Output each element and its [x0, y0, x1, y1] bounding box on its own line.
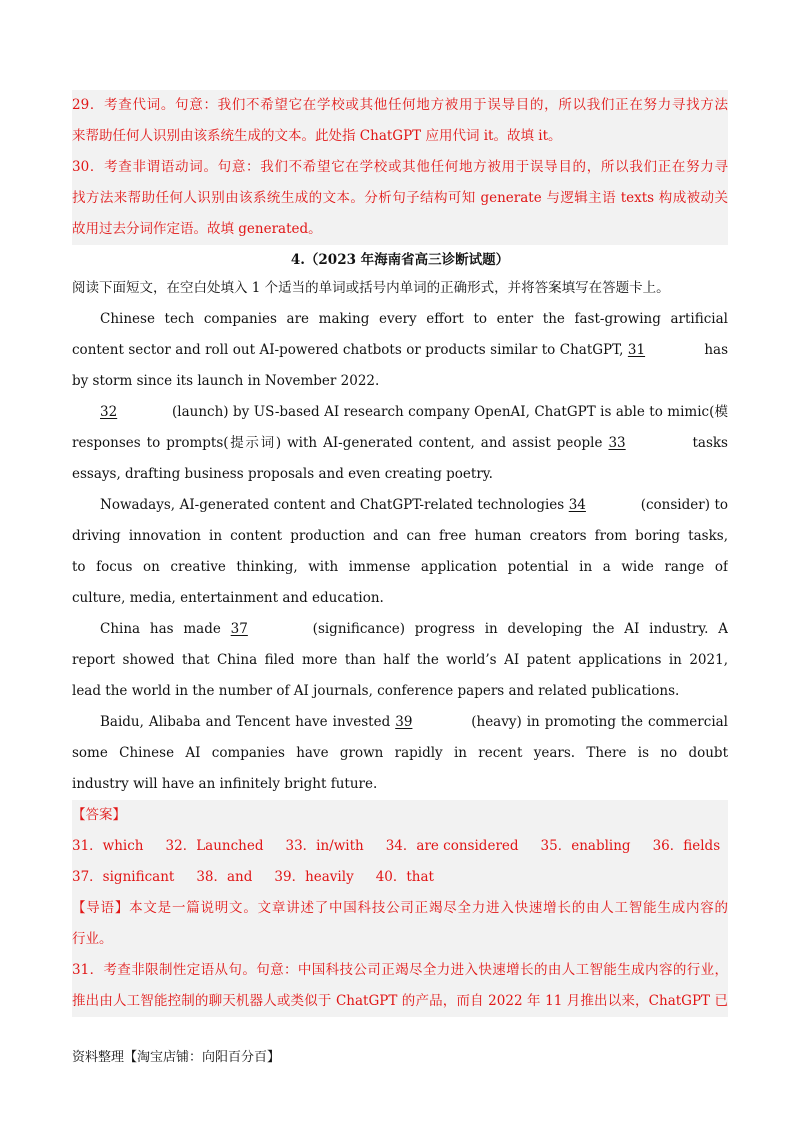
- passage-line: culture, media, entertainment and education.: [72, 590, 384, 606]
- explanation-line: 故用过去分词作定语。故填 generated。: [72, 221, 322, 237]
- answers-row-2: [72, 862, 728, 893]
- passage-line: by storm since its launch in November 2022.: [72, 373, 380, 389]
- passage-line: content sector and roll out AI-powered chatbots or products similar to ChatGPT, 31 has: [72, 335, 728, 366]
- passage-line: lead the world in the number of AI journals, conference papers and related publications.: [72, 683, 680, 699]
- explanation-line: 来帮助任何人识别由该系统生成的文本。此处指 ChatGPT 应用代词 it。故填 it。: [72, 128, 562, 144]
- passage-line: Nowadays, AI-generated content and ChatGPT-related technologies 34 (consider) to: [72, 490, 728, 521]
- passage-line: driving innovation in content production and can free human creators from boring tasks,: [72, 528, 728, 544]
- explanation-line: 推出由人工智能控制的聊天机器人或类似于 ChatGPT 的产品，而自 2022 年 11 月推出以来，ChatGPT 已: [72, 993, 728, 1009]
- explanation-line: 找方法来帮助任何人识别由该系统生成的文本。分析句子结构可知 generate 与逻辑主语 texts 构成被动关: [72, 190, 728, 206]
- passage-line: some Chinese AI companies have grown rapidly in recent years. There is no doubt: [72, 745, 728, 761]
- passage-line: to focus on creative thinking, with immense application potential in a wide range of: [72, 559, 728, 575]
- answer-item: 36．fields: [652, 838, 721, 854]
- answer-item: 31．which: [72, 838, 144, 854]
- answer-item: 35．enabling: [540, 838, 631, 854]
- answer-item: 40．that: [375, 869, 434, 885]
- explanation-block-29-30: [72, 90, 728, 245]
- blank-39: 39: [395, 714, 413, 730]
- guide-line: 【导语】本文是一篇说明文。文章讲述了中国科技公司正竭尽全力进入快速增长的由人工智能生成内容的: [72, 900, 728, 916]
- answer-item: 33．in/with: [285, 838, 364, 854]
- passage-line: China has made 37 (significance) progress in developing the AI industry. A: [72, 614, 728, 645]
- answer-item: 37．significant: [72, 869, 175, 885]
- explanation-line: 30．考查非谓语动词。句意：我们不希望它在学校或其他任何地方被用于误导目的，所以我们正在努力寻: [72, 159, 728, 175]
- question-title: 4.（2023 年海南省高三诊断试题）: [290, 252, 510, 268]
- passage-line: industry will have an infinitely bright future.: [72, 776, 378, 792]
- page-footer: 资料整理【淘宝店铺：向阳百分百】: [72, 1050, 281, 1065]
- answer-item: 32．Launched: [165, 838, 264, 854]
- explanation-line: 31．考查非限制性定语从句。句意：中国科技公司正竭尽全力进入快速增长的由人工智能生成内容的行业，: [72, 962, 728, 978]
- blank-34: 34: [568, 497, 586, 513]
- instruction: 阅读下面短文，在空白处填入 1 个适当的单词或括号内单词的正确形式，并将答案填写在答题卡上。: [72, 280, 670, 296]
- passage-line: report showed that China filed more than half the world’s AI patent applications in 2021,: [72, 652, 728, 668]
- explanation-line: 29．考查代词。句意：我们不希望它在学校或其他任何地方被用于误导目的，所以我们正在努力寻找方法: [72, 97, 728, 113]
- guide-line: 行业。: [72, 931, 113, 947]
- passage-line: 32 (launch) by US-based AI research company OpenAI, ChatGPT is able to mimic(模: [72, 397, 728, 428]
- answers-row-1: [72, 831, 728, 862]
- blank-37: 37: [230, 621, 248, 637]
- blank-31: 31: [627, 342, 646, 358]
- passage-line: essays, drafting business proposals and even creating poetry.: [72, 466, 493, 482]
- blank-33: 33: [608, 435, 626, 451]
- answer-item: 34．are considered: [385, 838, 519, 854]
- document-page: [72, 90, 728, 1017]
- passage-line: responses to prompts(提示词) with AI-generated content, and assist people 33 tasks: [72, 428, 728, 459]
- passage-line: Chinese tech companies are making every effort to enter the fast-growing artificial: [100, 311, 728, 327]
- answer-label: 【答案】: [72, 807, 126, 823]
- answer-item: 39．heavily: [274, 869, 354, 885]
- blank-32: 32: [100, 404, 118, 420]
- passage-line: Baidu, Alibaba and Tencent have invested 39 (heavy) in promoting the commercial: [72, 707, 728, 738]
- answer-block: [72, 800, 728, 1017]
- answer-item: 38．and: [196, 869, 253, 885]
